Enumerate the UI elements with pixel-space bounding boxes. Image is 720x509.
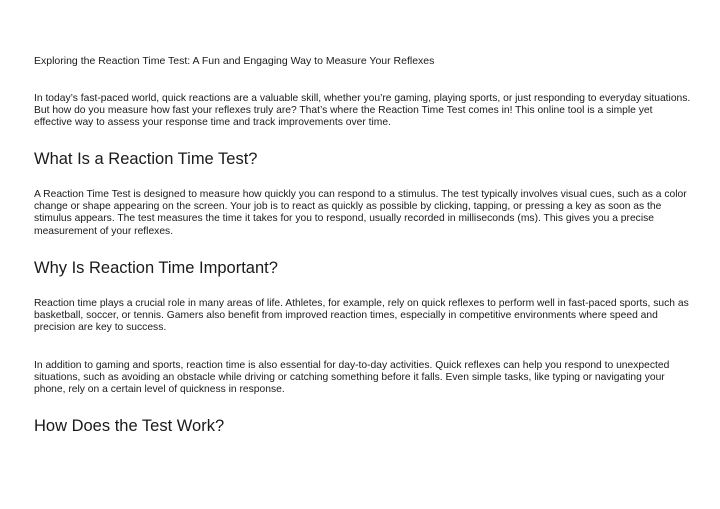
text-line: phone, rely on a certain level of quickness in response. bbox=[34, 384, 285, 396]
text-line: precision are key to success. bbox=[34, 322, 167, 334]
section-paragraph bbox=[34, 189, 694, 238]
text-line: measurement of your reflexes. bbox=[34, 225, 174, 237]
document-title: Exploring the Reaction Time Test: A Fun and Engaging Way to Measure Your Reflexes bbox=[34, 55, 435, 67]
text-line: effective way to assess your response time and track improvements over time. bbox=[34, 117, 391, 129]
section-heading-what-is: What Is a Reaction Time Test? bbox=[34, 150, 258, 168]
text-line: Reaction time plays a crucial role in many areas of life. Athletes, for example, rely on quick reflexes to perform well in fast-paced sports, such as bbox=[34, 298, 689, 309]
text-line: In addition to gaming and sports, reaction time is also essential for day-to-day activities. Quick reflexes can help you respond to unexpected bbox=[34, 360, 670, 371]
text-line: A Reaction Time Test is designed to measure how quickly you can respond to a stimulus. The test typically involves visual cues, such as a color bbox=[34, 189, 687, 200]
section-heading-why-important: Why Is Reaction Time Important? bbox=[34, 259, 278, 277]
section-paragraph bbox=[34, 298, 694, 335]
text-line: basketball, soccer, or tennis. Gamers also benefit from improved reaction times, especially in competitive environments where speed and bbox=[34, 310, 658, 322]
text-line: stimulus appears. The test measures the time it takes for you to respond, usually recorded in milliseconds (ms). This gives you a precise bbox=[34, 213, 654, 225]
text-line: situations, such as avoiding an obstacle while driving or catching something before it falls. Even simple tasks, like typing or navigating your bbox=[34, 372, 665, 384]
intro-paragraph bbox=[34, 93, 694, 130]
section-heading-how-it-works: How Does the Test Work? bbox=[34, 417, 225, 435]
text-line: change or shape appearing on the screen. Your job is to react as quickly as possible by clicking, tapping, or pressing a key as soon as the bbox=[34, 201, 662, 213]
section-paragraph bbox=[34, 360, 694, 397]
text-line: But how do you measure how fast your reflexes truly are? That’s where the Reaction Time Test comes in! This online tool is a simple yet bbox=[34, 105, 653, 117]
text-line: In today’s fast-paced world, quick reactions are a valuable skill, whether you’re gaming, playing sports, or just responding to everyday situations. bbox=[34, 93, 691, 104]
